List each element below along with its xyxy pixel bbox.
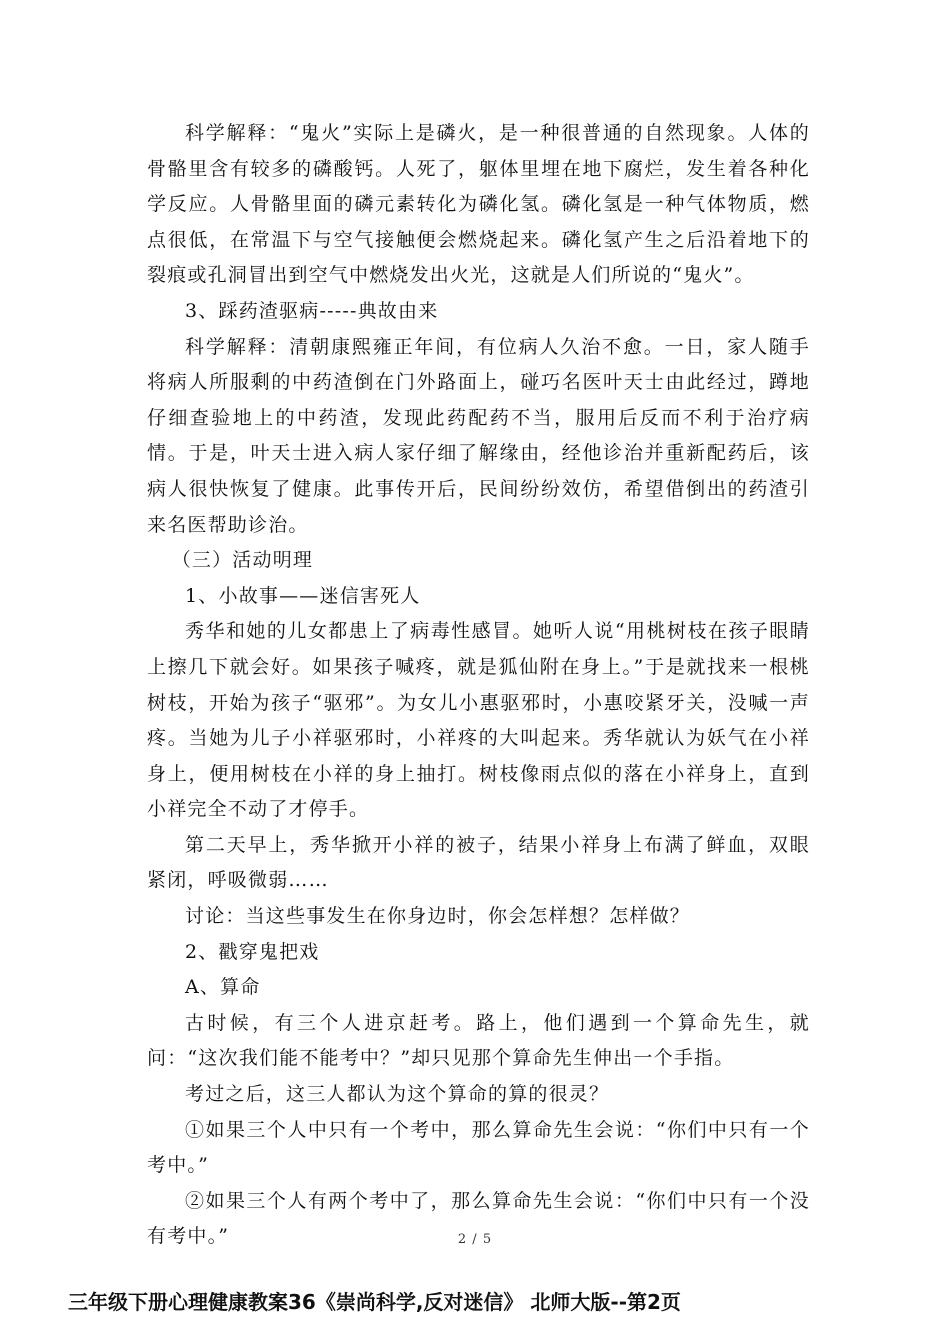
heading-expose-tricks: 2、戳穿鬼把戏 bbox=[185, 940, 320, 963]
heading-activity: （三）活动明理 bbox=[171, 549, 314, 572]
page-number: 2 / 5 bbox=[457, 1232, 493, 1247]
heading-medicine-residue: 3、踩药渣驱病-----典故由来 bbox=[185, 299, 439, 322]
heading-story: 1、小故事——迷信害死人 bbox=[185, 584, 421, 607]
paragraph-discussion: 讨论：当这些事发生在你身边时，你会怎样想？怎样做？ bbox=[185, 905, 691, 928]
paragraph-ghost-fire-explanation: 科学解释：“鬼火”实际上是磷火，是一种很普通的自然现象。人体的骨骼里含有较多的磷酸钙。人死了，躯体里埋在地下腐烂，发生着各种化学反应。人骨骼里面的磷元素转化为磷化氢。磷化氢是一种气体物质，燃点很低，在常温下与空气接触便会燃烧起来。磷化氢产生之后沿着地下的裂痕或孔洞冒出到空气中燃烧发出火光，这就是人们所说的“鬼火”。 bbox=[147, 122, 810, 287]
paragraph-story: 秀华和她的儿女都患上了病毒性感冒。她听人说“用桃树枝在孩子眼睛上擦几下就会好。如果孩子喊疼，就是狐仙附在身上。”于是就找来一根桃树枝，开始为孩子“驱邪”。为女儿小惠驱邪时，小惠咬紧牙关，没喊一声疼。当她为儿子小祥驱邪时，小祥疼的大叫起来。秀华就认为妖气在小祥身上，便用树枝在小祥的身上抽打。树枝像雨点似的落在小祥身上，直到小祥完全不动了才停手。 bbox=[147, 620, 810, 821]
paragraph-medicine-residue-explanation: 科学解释：清朝康熙雍正年间，有位病人久治不愈。一日，家人随手将病人所服剩的中药渣倒在门外路面上，碰巧名医叶天士由此经过，蹲地仔细查验地上的中药渣，发现此药配药不当，服用后反而不利于治疗病情。于是，叶天士进入病人家仔细了解缘由，经他诊治并重新配药后，该病人很快恢复了健康。此事传开后，民间纷纷效仿，希望借倒出的药渣引来名医帮助诊治。 bbox=[147, 335, 810, 536]
paragraph-case-one: ①如果三个人中只有一个考中，那么算命先生会说：“你们中只有一个考中。” bbox=[147, 1118, 810, 1177]
paragraph-story-next-day: 第二天早上，秀华掀开小祥的被子，结果小祥身上布满了鲜血，双眼紧闭，呼吸微弱…… bbox=[147, 833, 810, 892]
paragraph-case-two: ②如果三个人有两个考中了，那么算命先生会说：“你们中只有一个没有考中。” bbox=[147, 1189, 810, 1248]
footer-title: 三年级下册心理健康教案36《崇尚科学,反对迷信》 北师大版--第2页 bbox=[68, 1290, 681, 1314]
document-body bbox=[147, 116, 810, 1255]
paragraph-fortune-question: 考过之后，这三人都认为这个算命的算的很灵？ bbox=[185, 1083, 610, 1106]
paragraph-fortune-story: 古时候，有三个人进京赶考。路上，他们遇到一个算命先生，就问：“这次我们能不能考中？”却只见那个算命先生伸出一个手指。 bbox=[147, 1011, 810, 1070]
heading-fortune-telling: A、算命 bbox=[185, 976, 261, 999]
